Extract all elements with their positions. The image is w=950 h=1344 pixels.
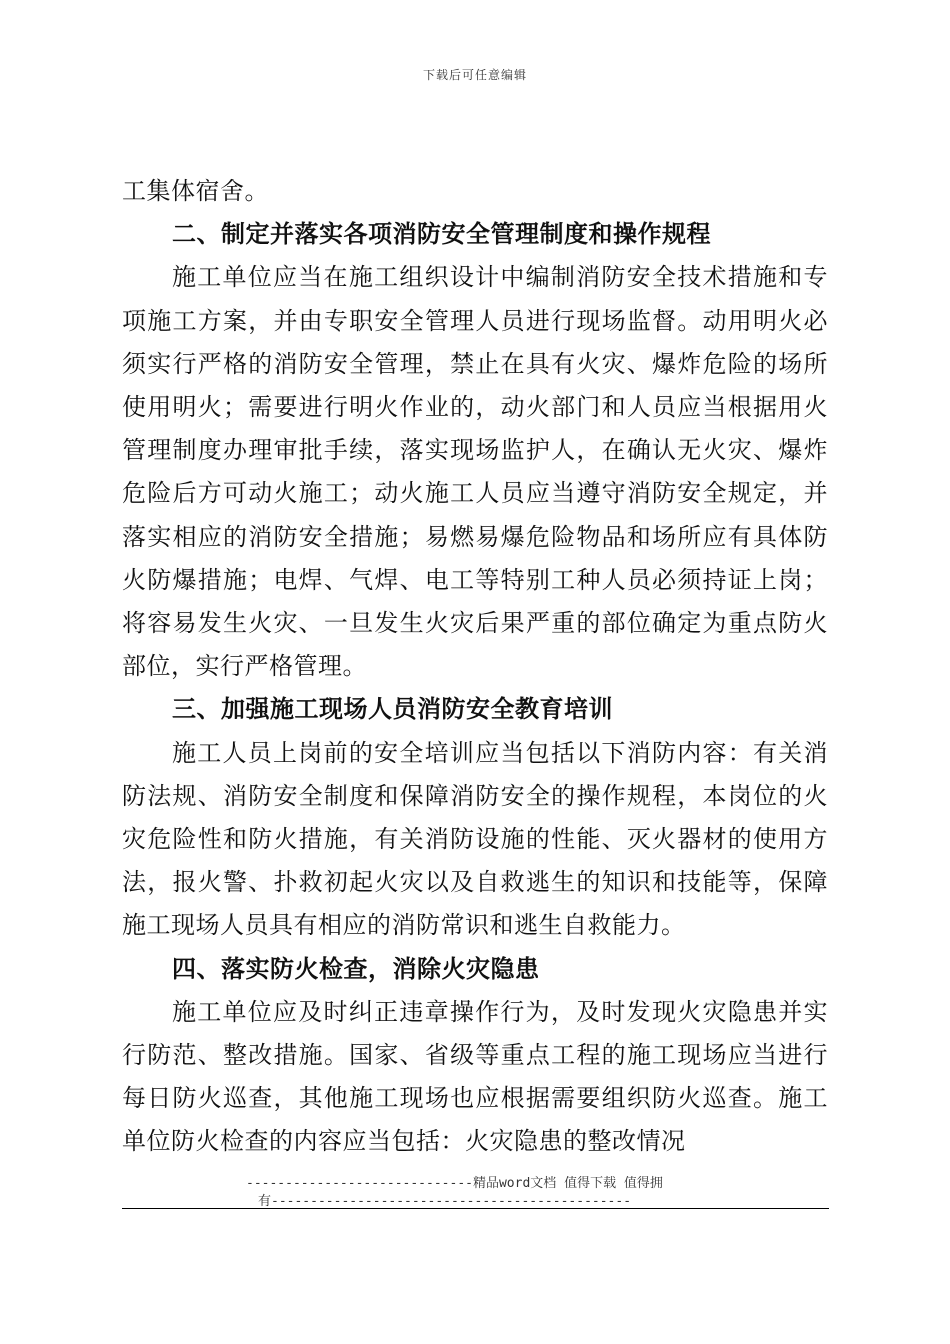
section-heading-4: 四、落实防火检查，消除火灾隐患 — [172, 954, 540, 983]
paragraph-section-3: 施工人员上岗前的安全培训应当包括以下消防内容：有关消防法规、消防安全制度和保障消防安全的操作规程，本岗位的火灾危险性和防火措施，有关消防设施的性能、灭火器材的使用方法，报火警、扑救初起火灾以及自救逃生的知识和技能等，保障施工现场人员具有相应的消防常识和逃生自救能力。 — [122, 738, 828, 940]
footer-watermark-line-2: 有---------------------------------------------- — [258, 1194, 632, 1209]
document-body — [122, 170, 828, 1164]
header-note: 下载后可任意编辑 — [422, 68, 527, 82]
paragraph-section-2: 施工单位应当在施工组织设计中编制消防安全技术措施和专项施工方案，并由专职安全管理人员进行现场监督。动用明火必须实行严格的消防安全管理，禁止在具有火灾、爆炸危险的场所使用明火；需要进行明火作业的，动火部门和人员应当根据用火管理制度办理审批手续，落实现场监护人，在确认无火灾、爆炸危险后方可动火施工；动火施工人员应当遵守消防安全规定，并落实相应的消防安全措施；易燃易爆危险物品和场所应有具体防火防爆措施；电焊、气焊、电工等特别工种人员必须持证上岗；将容易发生火灾、一旦发生火灾后果严重的部位确定为重点防火部位，实行严格管理。 — [122, 263, 828, 681]
footer-watermark-line-1: -----------------------------精品word文档 值得下载 值得拥 — [246, 1176, 663, 1191]
paragraph-section-4: 施工单位应及时纠正违章操作行为，及时发现火灾隐患并实行防范、整改措施。国家、省级等重点工程的施工现场应当进行每日防火巡查，其他施工现场也应根据需要组织防火巡查。施工单位防火检查的内容应当包括：火灾隐患的整改情况 — [122, 997, 828, 1156]
footer-divider — [122, 1208, 829, 1209]
section-heading-2: 二、制定并落实各项消防安全管理制度和操作规程 — [172, 220, 711, 249]
section-heading-3: 三、加强施工现场人员消防安全教育培训 — [172, 695, 613, 724]
paragraph-continuation: 工集体宿舍。 — [122, 177, 269, 205]
